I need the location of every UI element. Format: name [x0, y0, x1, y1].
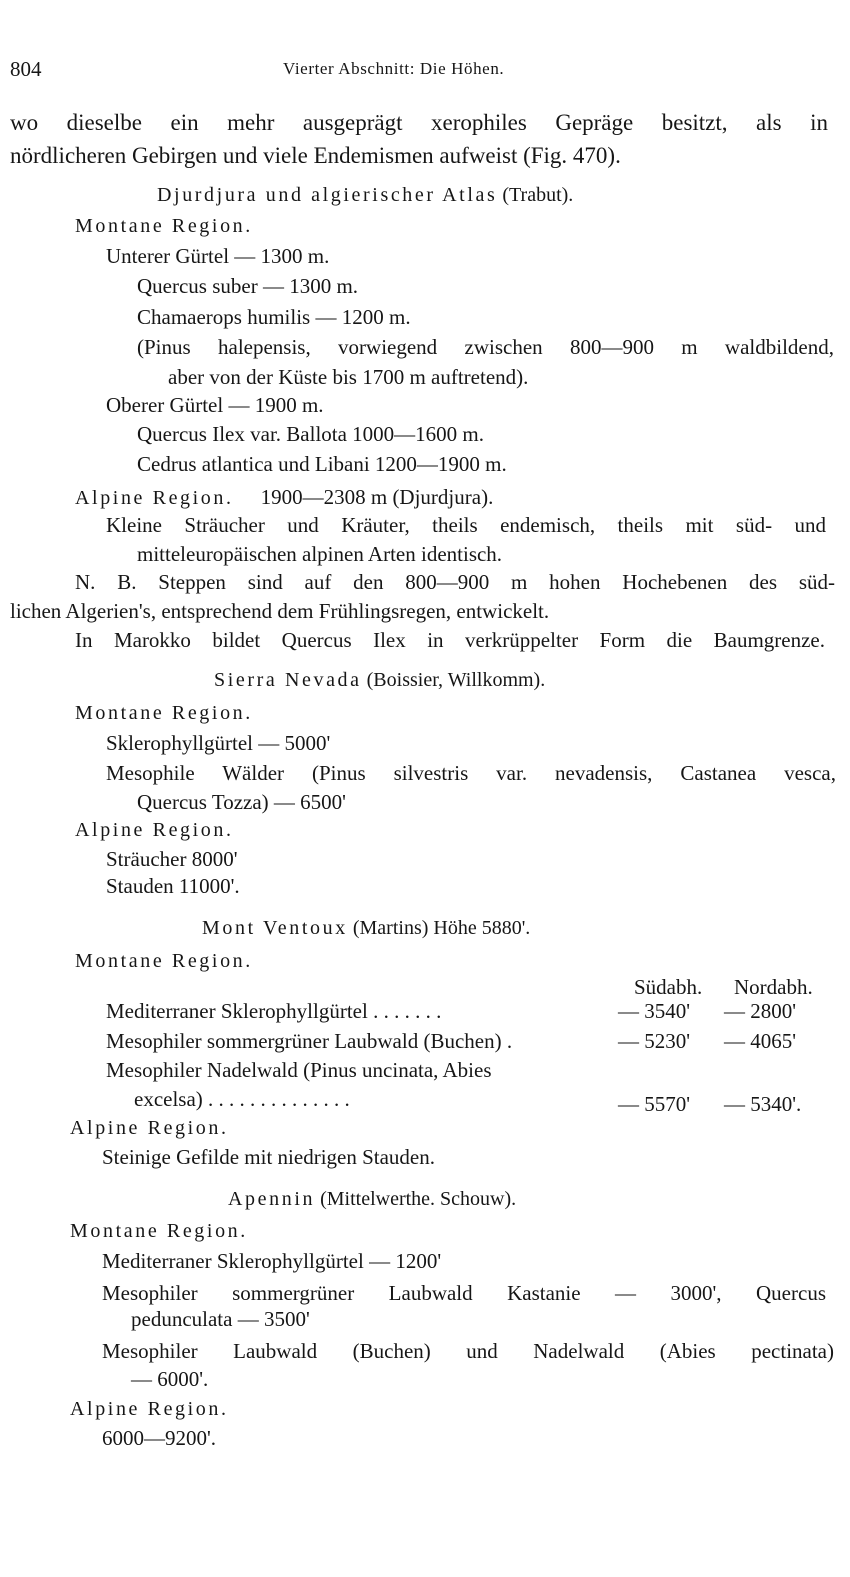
region-montane-ventoux: Montane Region.	[75, 950, 253, 972]
quercus-ilex: Quercus Ilex var. Ballota 1000—1600 m.	[137, 422, 485, 446]
region-montane-sierra: Montane Region.	[75, 702, 253, 724]
section-heading-apennin: Apennin (Mittelwerthe. Schouw).	[228, 1188, 517, 1210]
cedrus: Cedrus atlantica und Libani 1200—1900 m.	[137, 452, 507, 476]
straeucher: Sträucher 8000'	[106, 847, 238, 871]
region-alpine-sierra: Alpine Region.	[75, 819, 234, 841]
steinige-gefilde: Steinige Gefilde mit niedrigen Stauden.	[102, 1145, 436, 1169]
table-row-label: excelsa) . . . . . . . . . . . . . .	[134, 1087, 350, 1111]
table-row-label: Mesophiler Nadelwald (Pinus uncinata, Abies	[106, 1058, 492, 1082]
mesophile-line-1: Mesophile Wälder (Pinus silvestris var. nevadensis, Castanea vesca,	[106, 761, 836, 785]
intro-line-2: nördlicheren Gebirgen und viele Endemismen aufweist (Fig. 470).	[10, 143, 621, 168]
table-row-label: Mediterraner Sklerophyllgürtel . . . . . . .	[106, 999, 442, 1023]
nb-line-2: lichen Algerien's, entsprechend dem Frühlingsregen, entwickelt.	[10, 599, 550, 623]
alpine-range-apennin: 6000—9200'.	[102, 1426, 217, 1450]
section-heading-djurdjura: Djurdjura und algierischer Atlas (Trabut).	[157, 184, 574, 206]
region-alpine-djurdjura: Alpine Region. 1900—2308 m (Djurdjura).	[75, 485, 494, 509]
column-header-south: Südabh.	[634, 975, 703, 999]
region-montane-djurdjura: Montane Region.	[75, 215, 253, 237]
section-heading-sierra-nevada: Sierra Nevada (Boissier, Willkomm).	[214, 669, 546, 691]
sklerophyll-apennin: Mediterraner Sklerophyllgürtel — 1200'	[102, 1249, 442, 1273]
kleine-line-1: Kleine Sträucher und Kräuter, theils endemisch, theils mit süd- und	[106, 513, 826, 537]
region-montane-apennin: Montane Region.	[70, 1220, 248, 1242]
oberer-guertel: Oberer Gürtel — 1900 m.	[106, 393, 324, 417]
nb-line-1: N. B. Steppen sind auf den 800—900 m hohen Hochebenen des süd-	[75, 570, 835, 594]
column-header-north: Nordabh.	[734, 975, 813, 999]
unterer-guertel: Unterer Gürtel — 1300 m.	[106, 244, 330, 268]
intro-line-1: wo dieselbe ein mehr ausgeprägt xerophiles Gepräge besitzt, als in	[10, 110, 828, 135]
buchen-line-2: — 6000'.	[131, 1367, 209, 1391]
page-number: 804	[10, 57, 42, 81]
table-row-south: — 3540'	[618, 999, 691, 1023]
section-heading-mont-ventoux: Mont Ventoux (Martins) Höhe 5880'.	[202, 917, 531, 939]
table-row-south: — 5230'	[618, 1029, 691, 1053]
kleine-line-2: mitteleuropäischen alpinen Arten identisch.	[137, 542, 503, 566]
stauden: Stauden 11000'.	[106, 874, 240, 898]
table-row-label: Mesophiler sommergrüner Laubwald (Buchen) .	[106, 1029, 513, 1053]
chamaerops: Chamaerops humilis — 1200 m.	[137, 305, 411, 329]
table-row-north: — 5340'.	[724, 1092, 802, 1116]
mesophile-line-2: Quercus Tozza) — 6500'	[137, 790, 346, 814]
pinus-line-1: (Pinus halepensis, vorwiegend zwischen 800—900 m waldbildend,	[137, 335, 834, 359]
running-title: Vierter Abschnitt: Die Höhen.	[283, 59, 505, 78]
region-alpine-ventoux: Alpine Region.	[70, 1117, 229, 1139]
quercus-suber: Quercus suber — 1300 m.	[137, 274, 359, 298]
kastanie-line-1: Mesophiler sommergrüner Laubwald Kastanie — 3000', Quercus	[102, 1281, 826, 1305]
table-row-south: — 5570'	[618, 1092, 691, 1116]
table-row-north: — 4065'	[724, 1029, 797, 1053]
table-row-north: — 2800'	[724, 999, 797, 1023]
pinus-line-2: aber von der Küste bis 1700 m auftretend).	[168, 365, 529, 389]
kastanie-line-2: pedunculata — 3500'	[131, 1307, 310, 1331]
buchen-line-1: Mesophiler Laubwald (Buchen) und Nadelwald (Abies pectinata)	[102, 1339, 834, 1363]
region-alpine-apennin: Alpine Region.	[70, 1398, 229, 1420]
sklerophyll-sierra: Sklerophyllgürtel — 5000'	[106, 731, 331, 755]
marokko-line: In Marokko bildet Quercus Ilex in verkrüppelter Form die Baumgrenze.	[75, 628, 825, 652]
